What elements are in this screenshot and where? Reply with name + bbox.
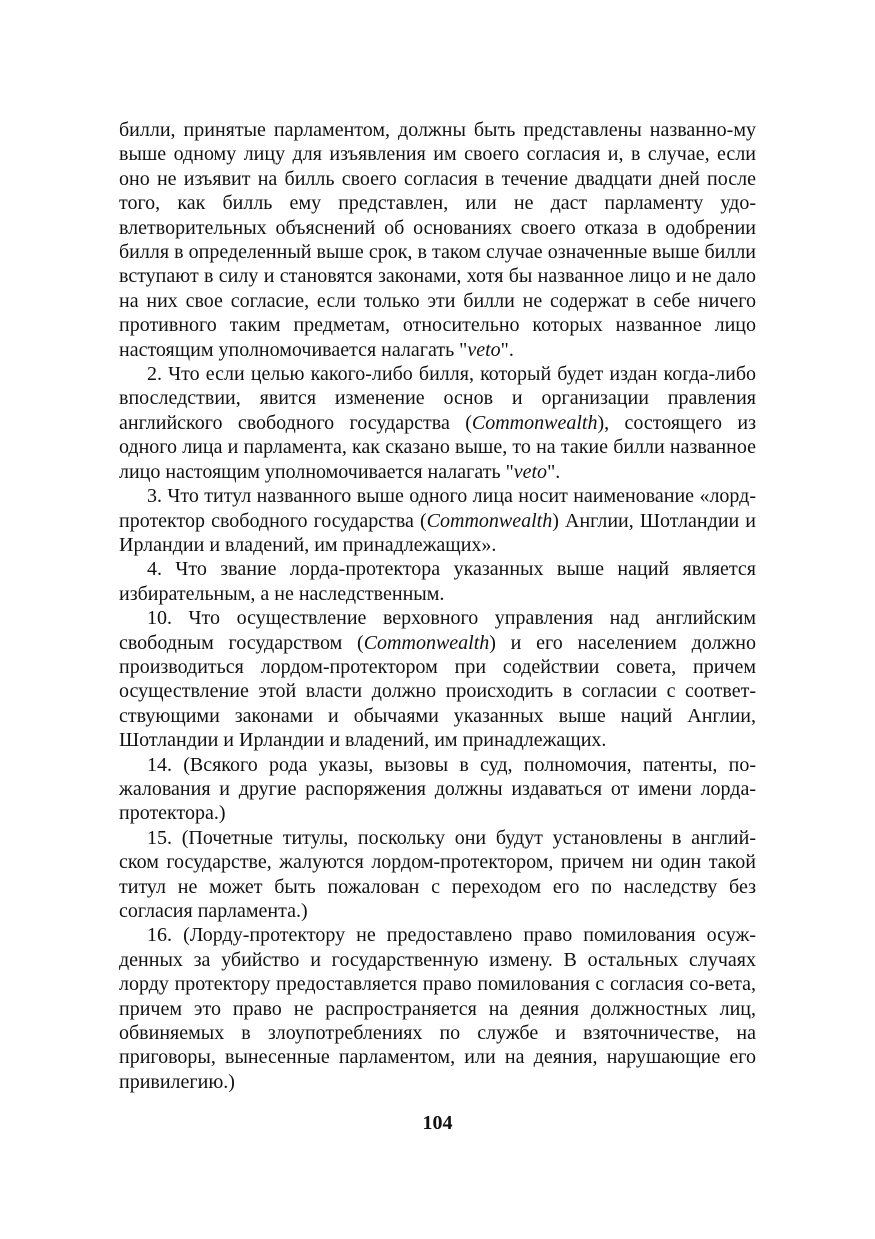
text-run: ), состоящего из одного лица и парламента, как сказано выше, то на такие билли названное лицо настоящим уполномочивается налагать " [119, 411, 757, 483]
text-run: ) и его населением должно производиться лордом-протектором при содействии совета, причем осуществление этой власти должно происходить в согласии с соответ-ствующими законами и обычаями указанных выше наций Англии, Шотландии и Ирландии и владений, им принадлежащих. [119, 631, 756, 752]
text-run: ". [547, 460, 561, 483]
text-run: 2. Что если целью какого-либо билля, который будет издан когда-либо впоследствии, явится изменение основ и организации правления английского свободного государства ( [119, 363, 756, 434]
text-run: билли, принятые парламентом, должны быть представлены названно-му выше одному лицу для изъявления им своего согласия и, в случае, если оно не изъявит на билль своего согласия в течение двадцати дней после того, как билль ему представлен, или не даст парламенту удо-влетворительных объяснений об основаниях своего отказа в одобрении билля в определенный выше срок, в таком случае означенные выше билли вступают в силу и становятся законами, хотя бы названное лицо и не дало на них свое согласие, если только эти билли не содержат в себе ничего противного таким предметам, относительно которых названное лицо настоящим уполномочивается налагать " [119, 119, 756, 361]
italic-term: Commonwealth [363, 631, 490, 654]
text-run: 14. (Всякого рода указы, вызовы в суд, полномочия, патенты, по-жалования и другие распоряжения должны издаваться от имени лорда-протектора.) [119, 753, 756, 825]
text-run: 10. Что осуществление верховного управления над английским свободным государством ( [119, 607, 756, 654]
paragraph-continuation [119, 118, 756, 362]
text-run: 15. (Почетные титулы, поскольку они будут установлены в англий-ском государстве, жалуются лордом-протектором, причем ни один такой титул не может быть пожалован с переходом его по наследству без согласия парламента.) [119, 826, 756, 922]
text-run: 3. Что титул названного выше одного лица носит наименование «лорд-протектор свободного государства ( [119, 485, 756, 532]
paragraph-clause-4 [119, 557, 756, 606]
text-run: 4. Что звание лорда-протектора указанных выше наций является избирательным, а не наследственным. [119, 558, 756, 605]
text-run: ". [500, 338, 514, 361]
paragraph-clause-3 [119, 484, 756, 557]
italic-term: veto [513, 460, 548, 483]
paragraph-clause-10 [119, 606, 756, 752]
italic-term: veto [467, 338, 501, 361]
italic-term: Commonwealth [471, 411, 598, 434]
page-number: 104 [422, 1112, 453, 1134]
text-run: 16. (Лорду-протектору не предоставлено право помилования осуж-денных за убийство и государственную измену. В остальных случаях лорду протектору предоставляется право помилования с согласия со-вета, причем это право не распространяется на деяния должностных лиц, обвиняемых в злоупотреблениях по службе и взяточничестве, на приговоры, вынесенные парламентом, или на деяния, нарушающие его привилегию.) [119, 924, 756, 1093]
italic-term: Commonwealth [426, 509, 553, 532]
text-run: ) Англии, Шотландии и Ирландии и владений, им принадлежащих». [119, 509, 756, 556]
paragraph-clause-14 [119, 753, 756, 826]
document-page [119, 118, 756, 1094]
paragraph-clause-2 [119, 362, 756, 484]
paragraph-clause-16 [119, 923, 756, 1094]
paragraph-clause-15 [119, 826, 756, 924]
